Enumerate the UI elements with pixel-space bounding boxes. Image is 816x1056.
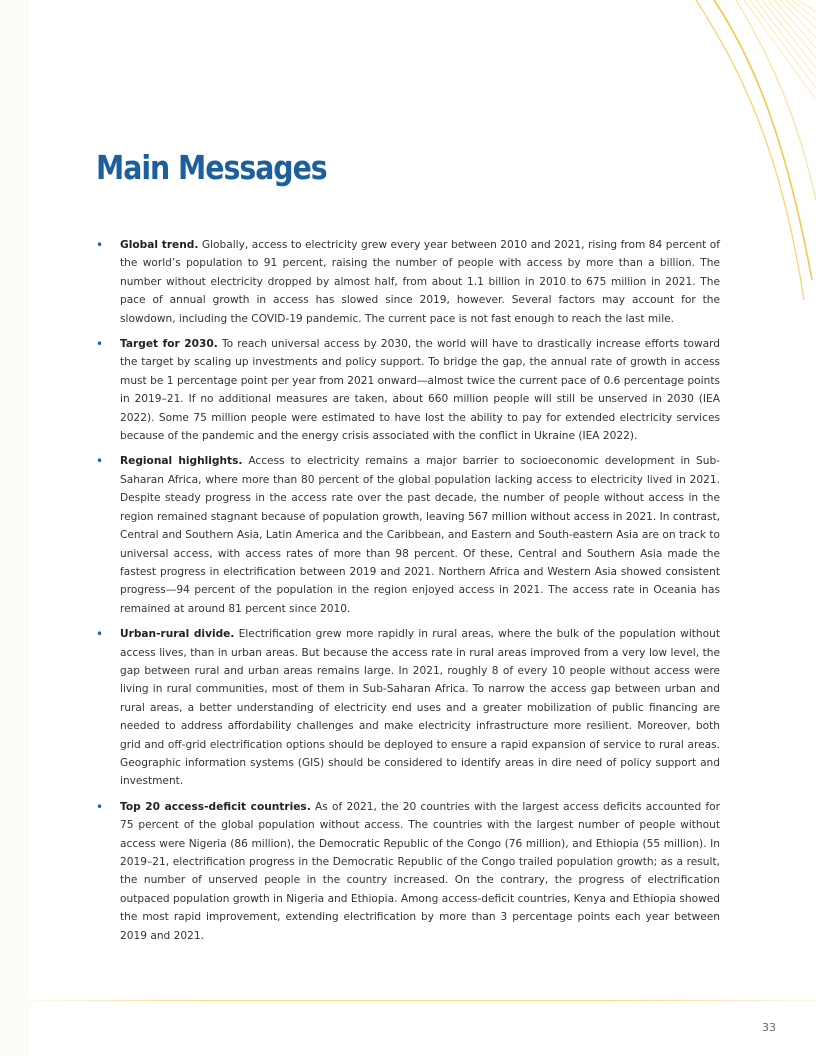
message-text: Access to electricity remains a major barrier to socioeconomic development in Sub-Saharan Africa, where more than 80 percent of the global population lacking access to electricity lived in 2021. Despite steady progress in the access rate over the past decade, the number of people without access in the region remained stagnant because of population growth, leaving 567 million without access in 2021. In contrast, Central and Southern Asia, Latin America and the Caribbean, and Eastern and South-eastern Asia are on track to universal access, with access rates of more than 98 percent. Of these, Central and Southern Asia made the fastest progress in electrification between 2019 and 2021. Northern Africa and Western Asia showed consistent progress—94 percent of the population in the region enjoyed access in 2021. The access rate in Oceania has remained at around 81 percent since 2010. bbox=[120, 455, 720, 615]
footer-divider bbox=[0, 1000, 816, 1001]
bullet-icon: • bbox=[96, 337, 104, 352]
page-title: Main Messages bbox=[96, 148, 327, 187]
message-heading: Regional highlights. bbox=[120, 455, 243, 468]
bullet-icon: • bbox=[96, 627, 104, 642]
list-item-global-trend bbox=[96, 236, 720, 328]
message-heading: Global trend. bbox=[120, 239, 199, 251]
bullet-icon: • bbox=[96, 454, 104, 469]
message-text: Electrification grew more rapidly in rural areas, where the bulk of the population without access lives, than in urban areas. But because the access rate in rural areas improved from a very low level, the gap between rural and urban areas remains large. In 2021, roughly 8 of every 10 people without access were living in rural communities, most of them in Sub-Saharan Africa. To narrow the access gap between urban and rural areas, a better understanding of electricity end uses and a greater mobilization of public financing are needed to address affordability challenges and make electricity infrastructure more resilient. Moreover, both grid and off-grid electrification options should be deployed to ensure a rapid expansion of service to rural areas. Geographic information systems (GIS) should be considered to identify areas in dire need of policy support and investment. bbox=[120, 628, 720, 788]
message-text: As of 2021, the 20 countries with the largest access deficits accounted for 75 percent of the global population without access. The countries with the largest number of people without access were Nigeria (86 million), the Democratic Republic of the Congo (76 million), and Ethiopia (55 million). In 2019–21, electrification progress in the Democratic Republic of the Congo trailed population growth; as a result, the number of unserved people in the country increased. On the contrary, the progress of electrification outpaced population growth in Nigeria and Ethiopia. Among access-deficit countries, Kenya and Ethiopia showed the most rapid improvement, extending electrification by more than 3 percentage points each year between 2019 and 2021. bbox=[120, 800, 720, 942]
list-item-regional-highlights bbox=[96, 452, 720, 618]
page-number: 33 bbox=[762, 1021, 776, 1034]
message-heading: Urban-rural divide. bbox=[120, 628, 235, 641]
message-heading: Top 20 access-deficit countries. bbox=[120, 800, 311, 813]
main-messages-list bbox=[96, 236, 720, 952]
page-margin-band bbox=[0, 0, 30, 1056]
list-item-urban-rural-divide bbox=[96, 625, 720, 791]
message-text: Globally, access to electricity grew every year between 2010 and 2021, rising from 84 percent of the world’s population to 91 percent, raising the number of people with access by more than a billion. The number without electricity dropped by almost half, from about 1.1 billion in 2010 to 675 million in 2021. The pace of annual growth in access has slowed since 2019, however. Several factors may account for the slowdown, including the COVID-19 pandemic. The current pace is not fast enough to reach the last mile. bbox=[120, 239, 721, 325]
list-item-top-20-countries bbox=[96, 798, 720, 945]
message-text: To reach universal access by 2030, the world will have to drastically increase efforts toward the target by scaling up investments and policy support. To bridge the gap, the annual rate of growth in access must be 1 percentage point per year from 2021 onward—almost twice the current pace of 0.6 percentage points in 2019–21. If no additional measures are taken, about 660 million people will still be unserved in 2030 (IEA 2022). Some 75 million people were estimated to have lost the ability to pay for extended electricity services because of the pandemic and the energy crisis associated with the conflict in Ukraine (IEA 2022). bbox=[120, 338, 721, 443]
bullet-icon: • bbox=[96, 799, 104, 814]
message-heading: Target for 2030. bbox=[120, 338, 218, 351]
list-item-target-2030 bbox=[96, 335, 720, 445]
bullet-icon: • bbox=[96, 238, 104, 252]
